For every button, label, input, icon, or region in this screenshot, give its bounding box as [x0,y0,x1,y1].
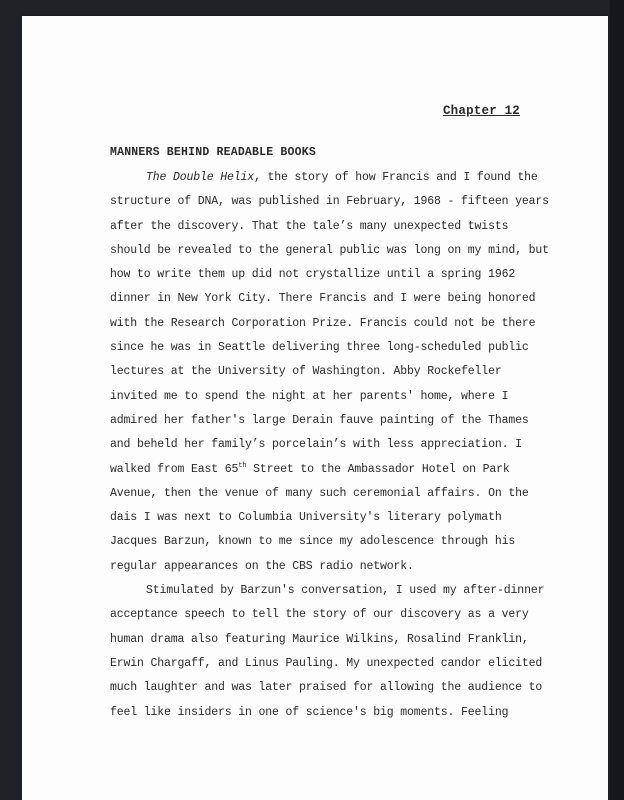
body-text [110,166,550,725]
document-page [22,16,608,800]
paragraph-line: and beheld her family’s porcelain’s with less appreciation. I [110,438,522,452]
paragraph-line: structure of DNA, was published in February, 1968 - fifteen years [110,195,549,209]
scanner-backdrop-edge [610,0,624,800]
paragraph-line: Erwin Chargaff, and Linus Pauling. My unexpected candor elicited [110,656,543,670]
paragraph-2 [110,579,550,725]
ordinal-superscript: th [238,461,247,470]
paragraph-line: The Double Helix, the story of how Francis and I found the [146,171,538,184]
paragraph-line: after the discovery. That the tale’s many unexpected twists [110,219,509,233]
paragraph-line: Jacques Barzun, known to me since my adolescence through his [110,535,516,549]
paragraph-line: human drama also featuring Maurice Wilkins, Rosalind Franklin, [110,632,529,646]
paragraph-line: dais I was next to Columbia University's literary polymath [110,511,502,525]
paragraph-line: should be revealed to the general public was long on my mind, but [110,243,549,257]
paragraph-line: dinner in New York City. There Francis and I were being honored [110,292,536,306]
paragraph-1 [110,166,550,579]
paragraph-line: feel like insiders in one of science's big moments. Feeling [110,705,509,719]
paragraph-line: lectures at the University of Washington. Abby Rockefeller [110,365,502,379]
paragraph-line: Stimulated by Barzun's conversation, I used my after-dinner [146,584,545,598]
paragraph-line: acceptance speech to tell the story of our discovery as a very [110,608,529,622]
paragraph-line: Avenue, then the venue of many such ceremonial affairs. On the [110,486,529,500]
paragraph-line: since he was in Seattle delivering three long-scheduled public [110,341,529,355]
paragraph-line: walked from East 65th Street to the Ambassador Hotel on Park [110,461,510,476]
paragraph-line: how to write them up did not crystallize until a spring 1962 [110,268,516,282]
paragraph-line: regular appearances on the CBS radio network. [110,559,414,573]
chapter-label: Chapter 12 [442,104,520,118]
book-title: The Double Helix [146,171,255,184]
section-title: MANNERS BEHIND READABLE BOOKS [110,146,316,159]
paragraph-line: admired her father's large Derain fauve painting of the Thames [110,413,529,427]
paragraph-line: with the Research Corporation Prize. Francis could not be there [110,316,536,330]
paragraph-line: much laughter and was later praised for allowing the audience to [110,681,543,695]
paragraph-line: invited me to spend the night at her parents' home, where I [110,389,509,403]
